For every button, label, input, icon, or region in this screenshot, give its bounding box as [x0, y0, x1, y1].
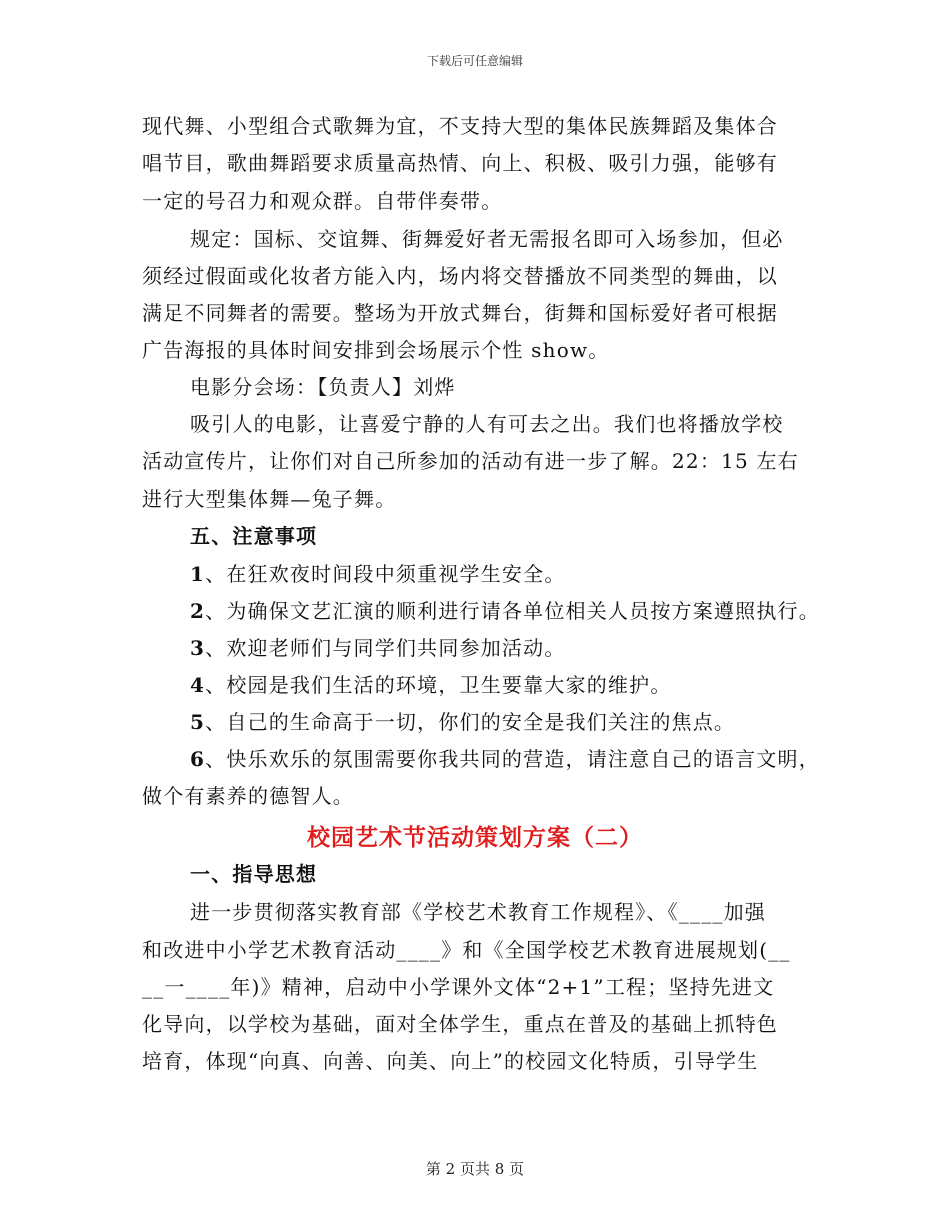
- paragraph-line: 活动宣传片，让你们对自己所参加的活动有进一步了解。22：15 左右: [142, 449, 799, 473]
- list-text: 、自己的生命高于一切，你们的安全是我们关注的焦点。: [205, 710, 736, 734]
- paragraph-line: 做个有素养的德智人。: [142, 784, 354, 808]
- list-number: 1: [190, 562, 206, 586]
- paragraph-line: 化导向，以学校为基础，面对全体学生，重点在普及的基础上抓特色: [142, 1012, 778, 1036]
- paragraph-line: 现代舞、小型组合式歌舞为宜，不支持大型的集体民族舞蹈及集体合: [142, 114, 778, 138]
- list-text: 、校园是我们生活的环境，卫生要靠大家的维护。: [205, 673, 672, 697]
- list-number: 4: [190, 673, 206, 697]
- list-text: 、为确保文艺汇演的顺利进行请各单位相关人员按方案遵照执行。: [205, 599, 820, 623]
- paragraph-line: 进行大型集体舞—兔子舞。: [142, 487, 397, 511]
- paragraph-line: 电影分会场：【负责人】刘烨: [190, 375, 456, 399]
- paragraph-line: 广告海报的具体时间安排到会场展示个性 show。: [142, 338, 610, 362]
- document-title: 校园艺术节活动策划方案（二）: [307, 824, 643, 851]
- list-item: [190, 746, 820, 772]
- page-header: 下载后可任意编辑: [426, 54, 523, 68]
- paragraph-line: 规定：国标、交谊舞、街舞爱好者无需报名即可入场参加，但必: [190, 227, 784, 251]
- list-item: [190, 635, 566, 661]
- list-item: [190, 598, 820, 624]
- list-number: 5: [190, 710, 206, 734]
- section-heading: 一、指导思想: [190, 862, 318, 886]
- section-heading: 五、注意事项: [190, 524, 318, 548]
- paragraph-line: 进一步贯彻落实教育部《学校艺术教育工作规程》、《____加强: [190, 900, 766, 924]
- paragraph-line: 和改进中小学艺术教育活动____》和《全国学校艺术教育进展规划(__: [142, 938, 791, 962]
- paragraph-line: 唱节目，歌曲舞蹈要求质量高热情、向上、积极、吸引力强，能够有: [142, 151, 778, 175]
- list-number: 2: [190, 599, 206, 623]
- page-footer: 第 2 页共 8 页: [425, 1160, 525, 1178]
- list-item: [190, 709, 735, 735]
- paragraph-line: __一____年)》精神，启动中小学课外文体“2+1”工程；坚持先进文: [142, 975, 775, 999]
- paragraph-line: 满足不同舞者的需要。整场为开放式舞台，街舞和国标爱好者可根据: [142, 301, 778, 325]
- list-number: 3: [190, 636, 206, 660]
- paragraph-line: 吸引人的电影，让喜爱宁静的人有可去之出。我们也将播放学校: [190, 412, 784, 436]
- paragraph-line: 须经过假面或化妆者方能入内，场内将交替播放不同类型的舞曲，以: [142, 264, 778, 288]
- list-text: 、欢迎老师们与同学们共同参加活动。: [205, 636, 566, 660]
- paragraph-line: 一定的号召力和观众群。自带伴奏带。: [142, 189, 503, 213]
- list-item: [190, 561, 566, 587]
- list-item: [190, 672, 672, 698]
- list-text: 、快乐欢乐的氛围需要你我共同的营造，请注意自己的语言文明，: [205, 747, 820, 771]
- list-number: 6: [190, 747, 206, 771]
- list-text: 、在狂欢夜时间段中须重视学生安全。: [205, 562, 566, 586]
- paragraph-line: 培育，体现“向真、向善、向美、向上”的校园文化特质，引导学生: [142, 1049, 759, 1073]
